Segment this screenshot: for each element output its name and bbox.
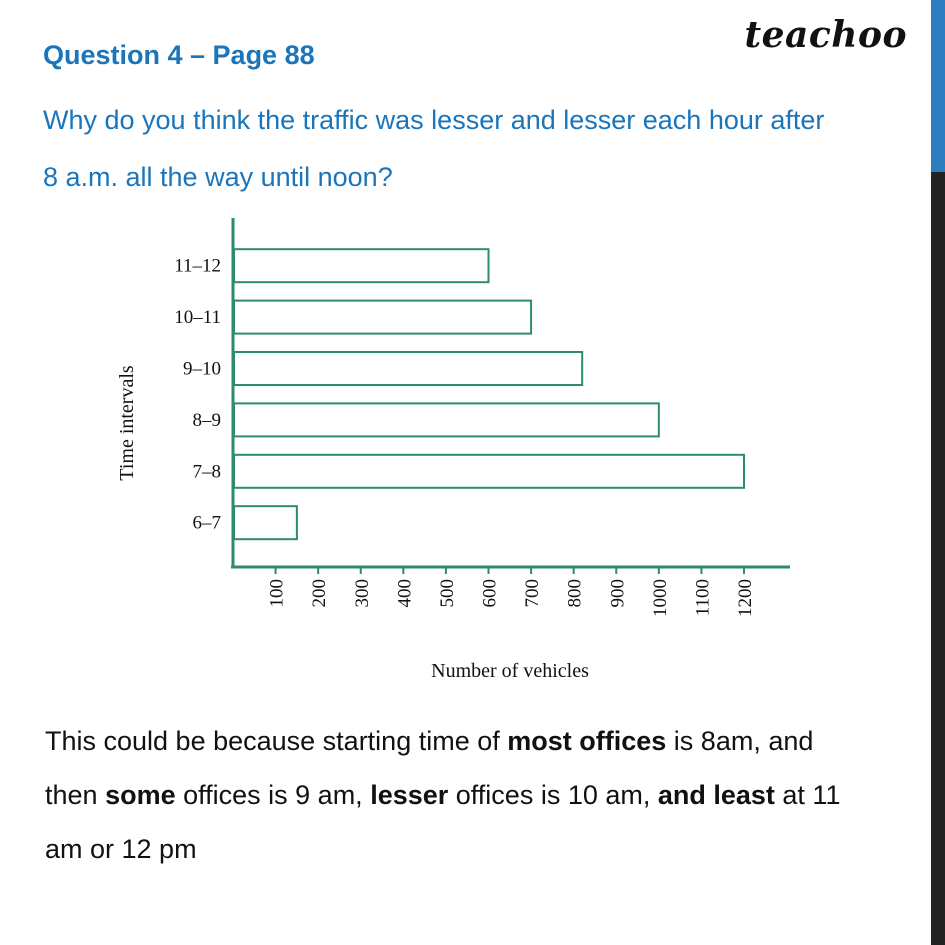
question-title: Question 4 – Page 88	[43, 40, 315, 70]
bar-8–9	[234, 403, 659, 436]
right-bar-accent	[931, 0, 945, 172]
teachoo-logo: teachoo	[744, 14, 907, 56]
x-tick-label: 600	[479, 579, 501, 608]
answer-line-2	[45, 768, 905, 822]
y-tick-label: 7–8	[192, 461, 221, 483]
question-line-2: 8 a.m. all the way until noon?	[43, 162, 393, 192]
answer-seg: offices is 10 am,	[448, 780, 658, 810]
x-tick-label: 800	[564, 579, 586, 608]
right-scroll-bar	[931, 0, 945, 945]
x-tick-label: 900	[607, 579, 629, 608]
x-tick-label: 1000	[649, 579, 671, 617]
bar-6–7	[234, 506, 297, 539]
answer-bold: most offices	[507, 726, 667, 756]
x-axis-title: Number of vehicles	[431, 660, 589, 682]
answer-seg: offices is 9 am,	[175, 780, 371, 810]
x-tick-label: 100	[266, 579, 288, 608]
x-tick-label: 500	[436, 579, 458, 608]
y-tick-label: 8–9	[192, 409, 221, 431]
bar-11–12	[234, 249, 489, 282]
answer-text	[45, 714, 905, 876]
answer-bold: some	[105, 780, 176, 810]
answer-line-1	[45, 714, 905, 768]
bar-9–10	[234, 352, 582, 385]
x-tick-label: 1100	[692, 579, 714, 617]
x-tick-label: 300	[351, 579, 373, 608]
bar-7–8	[234, 455, 744, 488]
answer-seg: at 11	[774, 780, 841, 810]
answer-seg: is 8am, and	[666, 726, 814, 756]
answer-seg: am or 12 pm	[45, 834, 197, 864]
y-tick-label: 9–10	[183, 358, 221, 380]
y-tick-label: 10–11	[174, 307, 221, 329]
answer-bold: lesser	[370, 780, 449, 810]
answer-bold: and least	[657, 780, 775, 810]
y-axis-title: Time intervals	[116, 365, 138, 481]
x-tick-label: 400	[394, 579, 416, 608]
question-text	[43, 92, 913, 206]
answer-seg: then	[45, 780, 106, 810]
answer-seg: This could be because starting time of	[45, 726, 508, 756]
question-line-1: Why do you think the traffic was lesser and lesser each hour after	[43, 105, 825, 135]
bar-10–11	[234, 301, 531, 334]
bar-chart	[0, 210, 820, 690]
answer-line-3	[45, 822, 905, 876]
x-tick-label: 200	[309, 579, 331, 608]
x-tick-label: 1200	[735, 579, 756, 617]
y-tick-label: 11–12	[174, 255, 221, 277]
x-tick-label: 700	[522, 579, 544, 608]
y-tick-label: 6–7	[192, 512, 221, 534]
